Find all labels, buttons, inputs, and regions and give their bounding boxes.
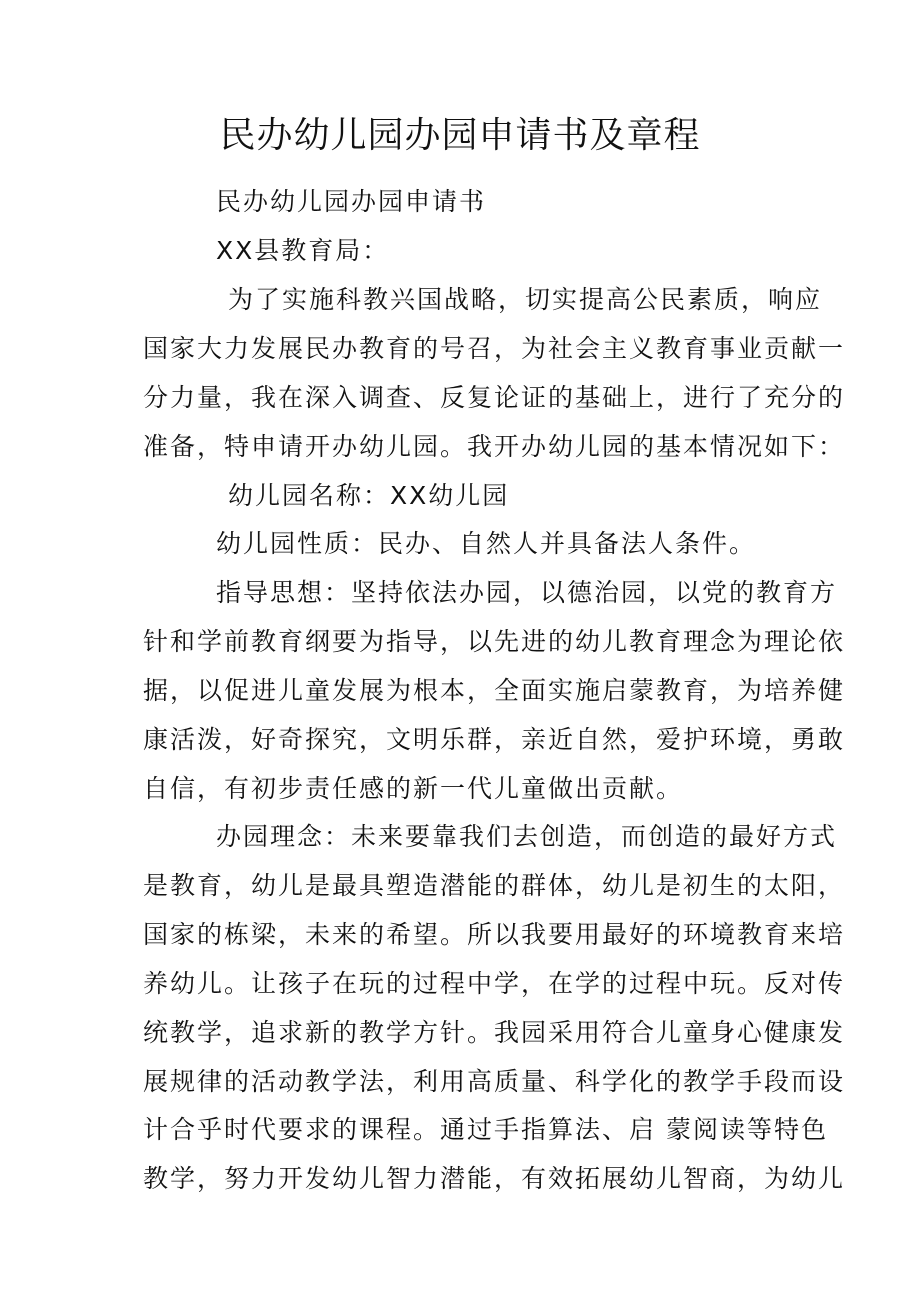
paragraph-line: 展规律的活动教学法，利用高质量、科学化的教学手段而设 — [143, 1067, 846, 1096]
paragraph-line: 自信，有初步责任感的新一代儿童做出贡献。 — [143, 774, 684, 803]
paragraph-line: 据，以促进儿童发展为根本，全面实施启蒙教育，为培养健 — [143, 676, 846, 705]
paragraph-line: 准备，特申请开办幼儿园。我开办幼儿园的基本情况如下： — [143, 432, 846, 461]
addressee-line: XX县教育局： — [216, 236, 390, 265]
paragraph-line: 康活泼，好奇探究，文明乐群，亲近自然，爱护环境，勇敢 — [143, 725, 846, 754]
paragraph-line: 养幼儿。让孩子在玩的过程中学，在学的过程中玩。反对传 — [143, 969, 846, 998]
paragraph-line: 为了实施科教兴国战略，切实提高公民素质，响应 — [228, 285, 823, 314]
paragraph-line: 计合乎时代要求的课程。通过手指算法、启 蒙阅读等特色 — [143, 1115, 828, 1144]
paragraph-line: 国家的栋梁，未来的希望。所以我要用最好的环境教育来培 — [143, 920, 846, 949]
subtitle-line: 民办幼儿园办园申请书 — [216, 187, 487, 216]
paragraph-line: 针和学前教育纲要为指导，以先进的幼儿教育理念为理论依 — [143, 627, 846, 656]
paragraph-line: 教学，努力开发幼儿智力潜能，有效拓展幼儿智商，为幼儿 — [143, 1164, 846, 1193]
paragraph-line: 国家大力发展民办教育的号召，为社会主义教育事业贡献一 — [143, 334, 846, 363]
paragraph-line: 指导思想：坚持依法办园，以德治园，以党的教育方 — [216, 578, 838, 607]
kindergarten-nature-line: 幼儿园性质：民办、自然人并具备法人条件。 — [216, 529, 757, 558]
kindergarten-name-line: 幼儿园名称：XX幼儿园 — [228, 481, 510, 510]
paragraph-line: 办园理念：未来要靠我们去创造，而创造的最好方式 — [216, 822, 838, 851]
document-title: 民办幼儿园办园申请书及章程 — [219, 115, 701, 156]
paragraph-line: 统教学，追求新的教学方针。我园采用符合儿童身心健康发 — [143, 1018, 846, 1047]
paragraph-line: 是教育，幼儿是最具塑造潜能的群体，幼儿是初生的太阳， — [143, 871, 846, 900]
paragraph-line: 分力量，我在深入调查、反复论证的基础上，进行了充分的 — [143, 383, 846, 412]
